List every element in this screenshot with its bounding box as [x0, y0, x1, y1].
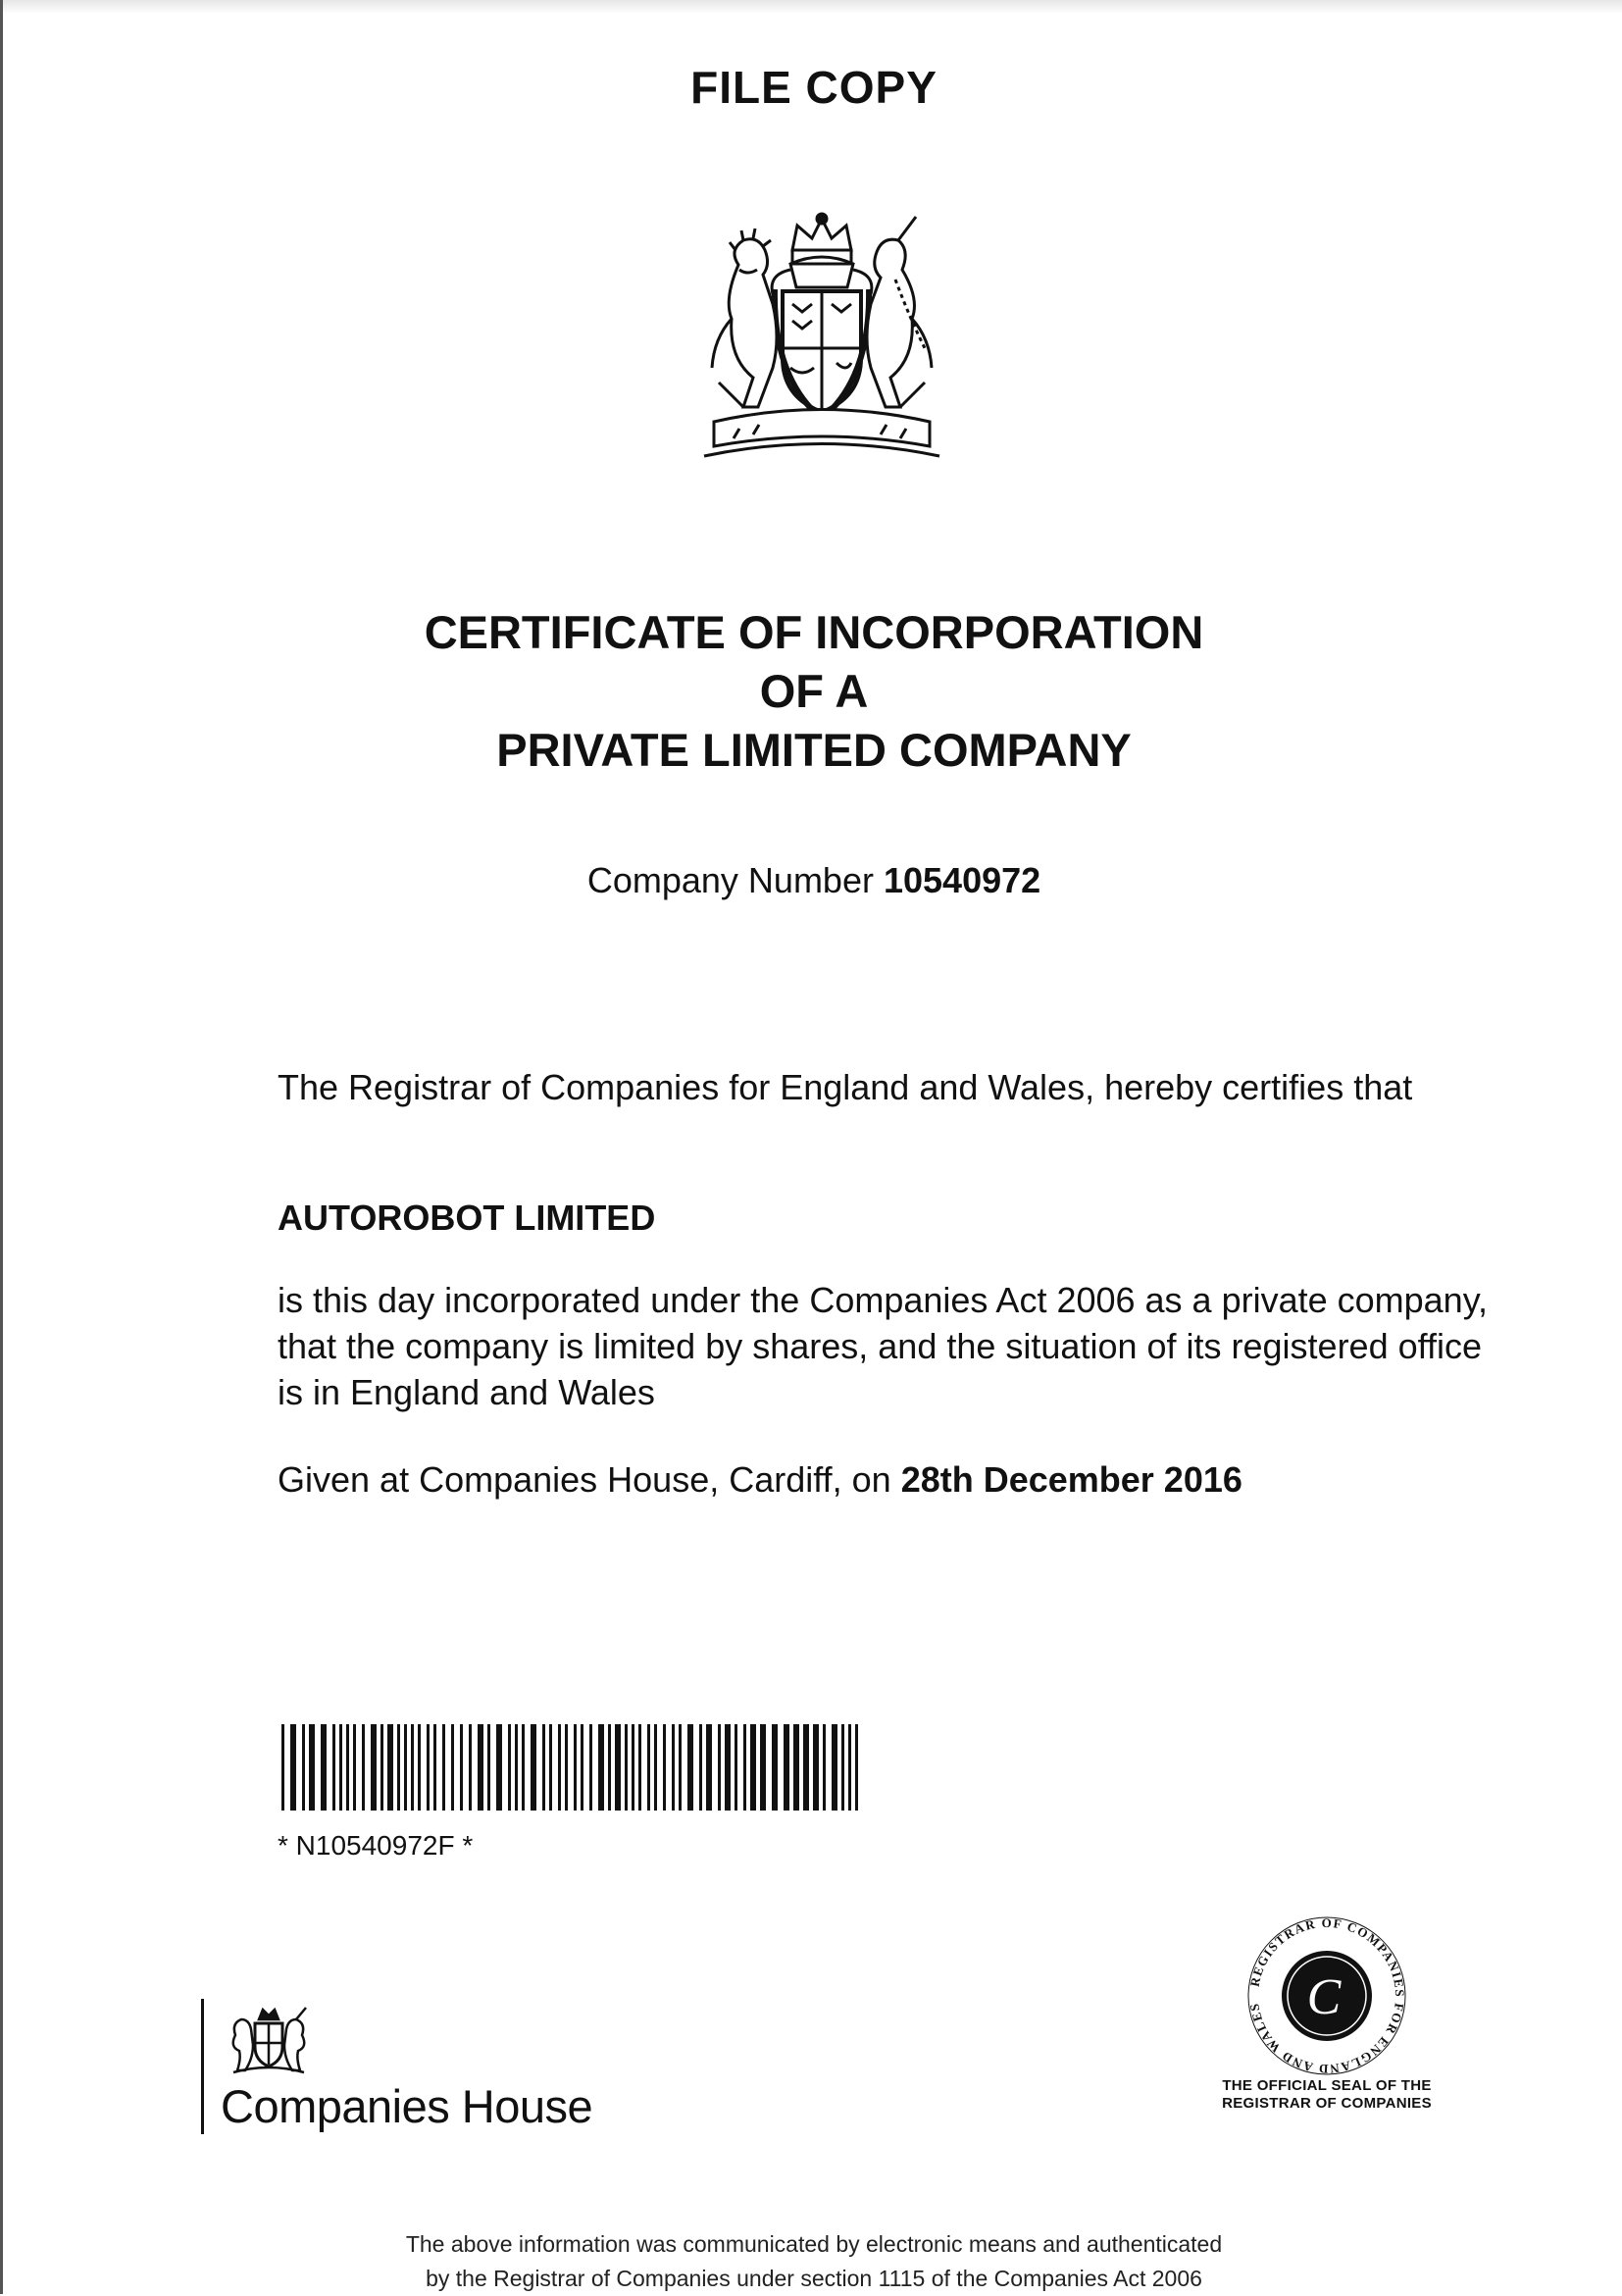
- barcode-bar: [654, 1724, 657, 1811]
- certifies-paragraph: The Registrar of Companies for England and Wales, hereby certifies that: [278, 1067, 1413, 1107]
- barcode-bar: [542, 1724, 545, 1811]
- barcode-bar: [487, 1724, 490, 1811]
- barcode-bar: [339, 1724, 342, 1811]
- barcode-bar: [813, 1724, 819, 1811]
- barcode-bar: [803, 1724, 809, 1811]
- barcode-bar: [841, 1724, 844, 1811]
- barcode-bar: [508, 1724, 511, 1811]
- barcode-bar: [387, 1724, 393, 1811]
- barcode-bar: [638, 1724, 641, 1811]
- barcode-bar: [735, 1724, 737, 1811]
- barcode-bar: [332, 1724, 335, 1811]
- barcode-bar: [647, 1724, 650, 1811]
- barcode-bar: [672, 1724, 675, 1811]
- company-name: AUTOROBOT LIMITED: [278, 1198, 656, 1238]
- certificate-title-line: OF A: [759, 665, 869, 717]
- barcode-bar: [598, 1724, 604, 1811]
- barcode-bar: [793, 1724, 799, 1811]
- barcode-bar: [663, 1724, 666, 1811]
- barcode-bar: [397, 1724, 400, 1811]
- barcode-bar: [574, 1724, 577, 1811]
- incorporation-paragraph: is this day incorporated under the Companies Act 2006 as a private company, that the company is limited by shares, and the situation of its registered office is in England and Wales: [278, 1280, 1489, 1412]
- barcode-bar: [549, 1724, 552, 1811]
- barcode-bar: [478, 1724, 483, 1811]
- barcode-bar: [469, 1724, 472, 1811]
- barcode-bar: [321, 1724, 327, 1811]
- barcode-bar: [725, 1724, 731, 1811]
- barcode-bar: [565, 1724, 568, 1811]
- given-at-text: Given at Companies House, Cardiff, on: [278, 1459, 891, 1500]
- barcode-bar: [687, 1724, 693, 1811]
- barcode-bar: [743, 1724, 746, 1811]
- seal-monogram: C: [1306, 1969, 1342, 2025]
- footer-line: The above information was communicated by electronic means and authenticated: [405, 2231, 1223, 2257]
- barcode-bar: [433, 1724, 436, 1811]
- barcode-bar: [760, 1724, 766, 1811]
- barcode-bar: [832, 1724, 837, 1811]
- barcode-bar: [558, 1724, 561, 1811]
- barcode-text: * N10540972F *: [278, 1830, 474, 1861]
- barcode-bar: [531, 1724, 536, 1811]
- barcode-bar: [302, 1724, 305, 1811]
- barcode-bar: [281, 1724, 284, 1811]
- file-copy-heading: FILE COPY: [690, 62, 938, 113]
- barcode-bar: [581, 1724, 583, 1811]
- barcode-bar: [848, 1724, 851, 1811]
- barcode-bar: [442, 1724, 445, 1811]
- barcode-bar: [718, 1724, 721, 1811]
- barcode-bar: [451, 1724, 454, 1811]
- companies-house-logo-rule: [201, 1999, 204, 2134]
- barcode-bar: [706, 1724, 712, 1811]
- barcode-bar: [380, 1724, 383, 1811]
- given-at-paragraph: [278, 1456, 1513, 1503]
- barcode-bar: [699, 1724, 702, 1811]
- companies-house-crest-icon: [224, 2006, 314, 2076]
- barcode-bar: [346, 1724, 349, 1811]
- barcode-bar: [784, 1724, 789, 1811]
- seal-caption-line: REGISTRAR OF COMPANIES: [1222, 2095, 1432, 2112]
- certificate-title-line: CERTIFICATE OF INCORPORATION: [424, 606, 1204, 658]
- companies-house-name: Companies House: [221, 2080, 593, 2132]
- barcode-bar: [855, 1724, 858, 1811]
- barcode-bar: [404, 1724, 407, 1811]
- barcode-bar: [309, 1724, 315, 1811]
- company-number-label: Company Number: [586, 860, 874, 900]
- barcode-bar: [679, 1724, 682, 1811]
- barcode-bar: [615, 1724, 621, 1811]
- barcode-bar: [772, 1724, 778, 1811]
- royal-coat-of-arms-icon: [675, 211, 969, 471]
- certificate-title: [3, 603, 1622, 780]
- barcode-bar: [353, 1724, 356, 1811]
- barcode-bar: [515, 1724, 518, 1811]
- barcode-bar: [290, 1724, 296, 1811]
- barcode-bar: [371, 1724, 377, 1811]
- footer-line: by the Registrar of Companies under section 1115 of the Companies Act 2006: [426, 2266, 1202, 2291]
- given-date: 28th December 2016: [900, 1459, 1242, 1500]
- barcode-bar: [589, 1724, 592, 1811]
- page-top-edge: [3, 0, 1622, 14]
- certificate-title-line: PRIVATE LIMITED COMPANY: [496, 724, 1132, 776]
- barcode-bar: [496, 1724, 502, 1811]
- seal-caption: [1199, 2077, 1454, 2113]
- barcode-bar: [460, 1724, 463, 1811]
- barcode-bar: [625, 1724, 628, 1811]
- barcode-bar: [522, 1724, 525, 1811]
- barcode-bar: [418, 1724, 421, 1811]
- barcode-bar: [608, 1724, 611, 1811]
- barcode-bar: [411, 1724, 414, 1811]
- barcode: [279, 1724, 866, 1811]
- barcode-bar: [823, 1724, 826, 1811]
- authentication-footer: [3, 2227, 1622, 2296]
- company-number-line: [3, 860, 1622, 901]
- registrar-seal-icon: [1224, 1908, 1430, 2084]
- seal-caption-line: THE OFFICIAL SEAL OF THE: [1222, 2077, 1432, 2094]
- barcode-bar: [750, 1724, 756, 1811]
- barcode-bar: [427, 1724, 430, 1811]
- seal-ring-text: REGISTRAR OF COMPANIES FOR ENGLAND AND WALES: [1246, 1914, 1408, 2077]
- barcode-bar: [362, 1724, 365, 1811]
- barcode-bar: [632, 1724, 634, 1811]
- company-number-value: 10540972: [883, 860, 1041, 900]
